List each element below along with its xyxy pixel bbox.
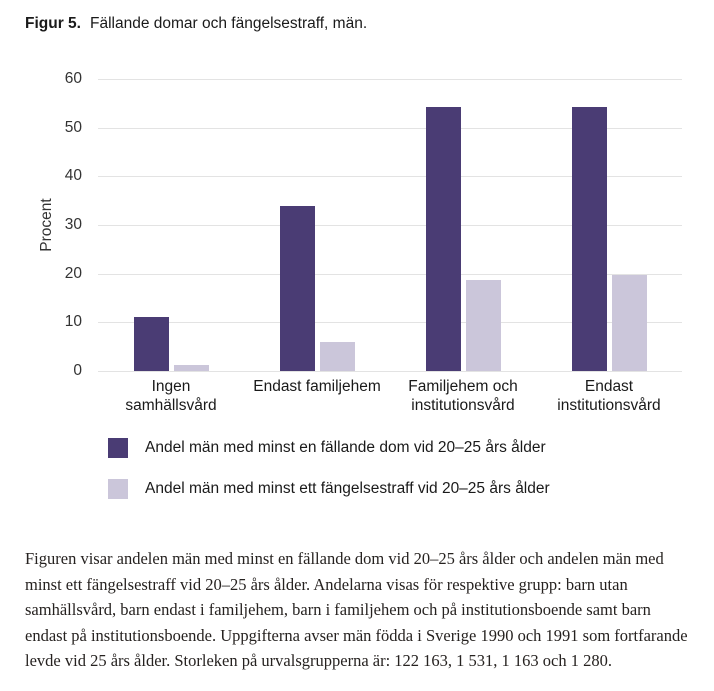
y-tick-label: 50 (64, 118, 82, 136)
legend-label: Andel män med minst en fällande dom vid 20–25 års ålder (145, 439, 546, 456)
figure-number: Figur 5. (25, 15, 81, 32)
bar (320, 342, 355, 371)
figure-title (25, 14, 367, 34)
bar-group (390, 79, 536, 371)
bar-group (98, 79, 244, 371)
figure-title-text: Fällande domar och fängelsestraff, män. (89, 15, 368, 32)
legend (108, 438, 550, 520)
legend-swatch (108, 479, 128, 499)
x-axis-label: Ingen samhällsvård (125, 378, 217, 414)
bar-group (536, 79, 682, 371)
bar (280, 206, 315, 371)
bar (134, 317, 169, 371)
x-axis-labels (98, 377, 682, 415)
y-tick-label: 10 (64, 313, 82, 331)
bars-layer (98, 79, 682, 371)
y-tick-label: 20 (64, 264, 82, 282)
bar (426, 107, 461, 371)
y-tick-label: 40 (64, 167, 82, 185)
x-axis-label: Familjehem och institutionsvård (408, 378, 518, 414)
bar (612, 275, 647, 371)
figure-caption: Figuren visar andelen män med minst en fällande dom vid 20–25 års ålder och andelen män med minst ett fängelsestraff vid 20–25 års ålder. Andelarna visas för respektive grupp: barn utan samhällsvård, barn endast i familjehem, barn i familjehem och på institutionsboende samt barn endast på institutionsboende. Uppgifterna avser män födda i Sverige 1990 och 1991 som fortfarande levde vid 25 års ålder. Storleken på urvalsgrupperna är: 122 163, 1 531, 1 163 och 1 280. (25, 549, 688, 670)
bar (466, 280, 501, 371)
x-axis-label: Endast familjehem (253, 378, 381, 395)
legend-swatch (108, 438, 128, 458)
y-tick-label: 60 (64, 70, 82, 87)
y-tick-label: 0 (73, 362, 82, 379)
legend-item (108, 479, 550, 499)
y-axis-ticks (0, 70, 90, 379)
bar-group (244, 79, 390, 371)
y-axis-title: Procent (38, 198, 55, 252)
y-tick-label: 30 (64, 216, 82, 233)
legend-item (108, 438, 550, 458)
plot-area (98, 79, 682, 371)
bar (572, 107, 607, 371)
gridline (98, 371, 682, 372)
x-axis-label: Endast institutionsvård (557, 378, 661, 414)
legend-label: Andel män med minst ett fängelsestraff vid 20–25 års ålder (145, 480, 550, 497)
bar (174, 365, 209, 371)
